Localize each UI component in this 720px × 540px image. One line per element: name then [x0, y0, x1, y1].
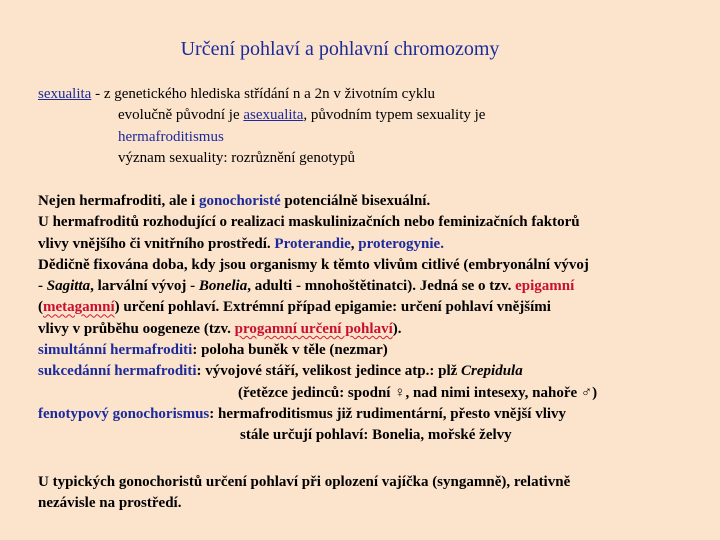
page-title: Určení pohlaví a pohlavní chromozomy: [180, 38, 500, 60]
text: stále určují pohlaví: Bonelia, mořské želvy: [240, 427, 512, 444]
term-gonochoriste: gonochoristé: [198, 193, 281, 209]
term-fenotypovy: fenotypový gonochorismus: [38, 405, 210, 422]
paragraph-sexuality: [38, 84, 485, 169]
text: U hermafroditů rozhodující o realizaci maskulinizačních nebo feminizačních faktorů: [38, 214, 580, 231]
line: [38, 297, 597, 318]
text: ).: [392, 320, 402, 337]
text: , adulti - mnohoštětinatci). Jedná se o tzv.: [247, 278, 516, 295]
text: význam sexuality: rozrůznění genotypů: [118, 149, 356, 166]
text: evolučně původní je: [118, 107, 244, 124]
paragraph-hermaphrodites: [38, 191, 597, 447]
text: U typických gonochoristů určení pohlaví při oplození vajíčka (syngamně), relativně: [38, 474, 571, 490]
paragraph-gonochorists: [38, 472, 570, 515]
term-hermafroditismus: hermafroditismus: [118, 128, 224, 145]
line: [38, 105, 485, 126]
term-progamni: progamní určení pohlaví: [234, 320, 393, 337]
text: ,: [350, 235, 359, 252]
text: vlivy v průběhu oogeneze (tzv.: [38, 320, 235, 337]
line: [38, 340, 597, 361]
text: nezávisle na prostředí.: [38, 495, 182, 512]
species-sagitta: Sagitta: [46, 278, 91, 295]
term-metagamni: metagamní: [43, 299, 115, 316]
term-proterogynie: proterogynie.: [358, 235, 444, 252]
line: [38, 84, 485, 105]
term-sexualita: sexualita: [38, 86, 92, 102]
text: (: [38, 299, 43, 316]
line: [38, 493, 570, 514]
text: , larvální vývoj -: [90, 278, 199, 295]
line: [38, 383, 597, 404]
line: [38, 425, 597, 446]
term-sukcedanni: sukcedánní hermafroditi: [38, 363, 197, 380]
line: [38, 148, 485, 169]
line: [38, 234, 597, 255]
text: Nejen hermafroditi, ale i: [38, 193, 199, 209]
text: -: [38, 278, 47, 295]
line: [38, 255, 597, 276]
term-proterandie: Proterandie: [274, 235, 351, 252]
text: potenciálně bisexuální.: [280, 193, 431, 209]
term-epigamni: epigamní: [515, 278, 575, 295]
species-bonelia: Bonelia: [198, 278, 248, 295]
line: [38, 361, 597, 382]
line: [38, 127, 485, 148]
text: : hermafroditismus již rudimentární, přesto vnější vlivy: [209, 405, 567, 422]
text: - z genetického hlediska střídání n a 2n v životním cyklu: [91, 86, 435, 102]
line: [38, 212, 597, 233]
text: , původním typem sexuality je: [303, 107, 486, 124]
line: [38, 276, 597, 297]
text: Dědičně fixována doba, kdy jsou organismy k těmto vlivům citlivé (embryonální vývoj: [38, 256, 589, 273]
species-crepidula: Crepidula: [461, 363, 523, 380]
term-simultanni: simultánní hermafroditi: [38, 342, 193, 359]
line: [38, 191, 597, 212]
text: vlivy vnějšího či vnitřního prostředí.: [38, 235, 275, 252]
text: : poloha buněk v těle (nezmar): [192, 342, 388, 359]
text: : vývojové stáří, velikost jedince atp.: plž: [196, 363, 462, 380]
term-asexualita: asexualita: [243, 107, 304, 124]
line: [38, 472, 570, 493]
line: [38, 404, 597, 425]
text: ) určení pohlaví. Extrémní případ epigamie: určení pohlaví vnějšími: [114, 299, 551, 316]
text: (řetězce jedinců: spodní ♀, nad nimi intesexy, nahoře ♂): [238, 384, 598, 401]
line: [38, 319, 597, 340]
